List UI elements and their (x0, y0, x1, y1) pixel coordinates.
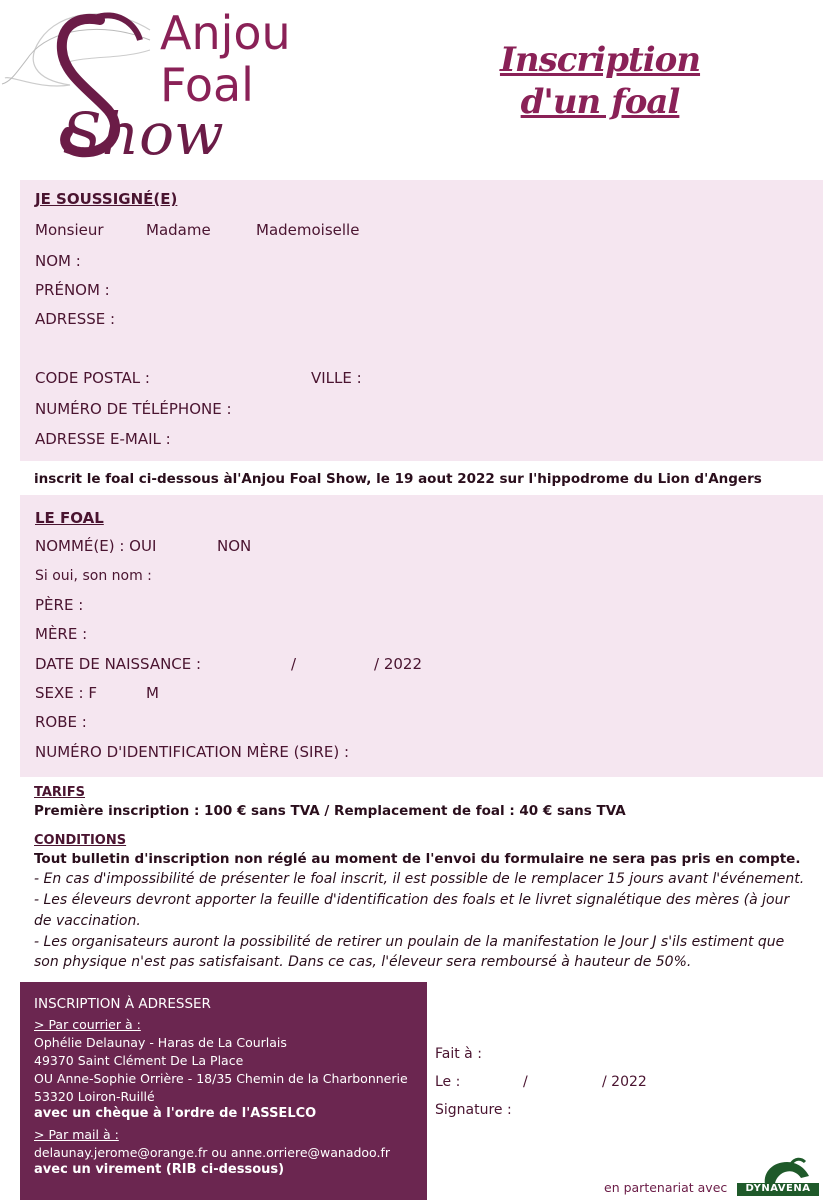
fait-a-label: Fait à : (435, 1046, 482, 1062)
tarifs-line: Première inscription : 100 € sans TVA / Remplacement de foal : 40 € sans TVA (34, 803, 626, 819)
address-line: 53320 Loiron-Ruillé (34, 1089, 155, 1104)
email-addresses[interactable]: delaunay.jerome@orange.fr ou anne.orriere@wanadoo.fr (34, 1145, 390, 1160)
prenom-label: PRÉNOM : (35, 281, 110, 299)
logo-anjou: Anjou (160, 6, 291, 60)
section-soussigne (20, 180, 823, 461)
form-title (490, 40, 710, 122)
sire-label: NUMÉRO D'IDENTIFICATION MÈRE (SIRE) : (35, 743, 350, 761)
robe-label: ROBE : (35, 713, 87, 731)
adresse-label: ADRESSE : (35, 310, 116, 328)
address-line: OU Anne-Sophie Orrière - 18/35 Chemin de la Charbonnerie (34, 1071, 408, 1086)
condition-line: - En cas d'impossibilité de présenter le foal inscrit, il est possible de le remplacer 15 jours avant l'événement. (34, 871, 805, 887)
inscrit-statement: inscrit le foal ci-dessous àl'Anjou Foal Show, le 19 aout 2022 sur l'hippodrome du Lion d'Angers (34, 471, 762, 487)
nomme-non[interactable]: NON (217, 537, 252, 555)
conditions-title: CONDITIONS (34, 833, 127, 848)
nomme-oui[interactable]: NOMMÉ(E) : OUI (35, 537, 157, 555)
courrier-label: > Par courrier à : (34, 1017, 141, 1032)
logo-show: Show (62, 100, 224, 168)
code-postal-label: CODE POSTAL : (35, 369, 150, 387)
telephone-label: NUMÉRO DE TÉLÉPHONE : (35, 400, 232, 418)
partner-text: en partenariat avec (604, 1180, 728, 1195)
date-year: / 2022 (374, 655, 422, 673)
sexe-f[interactable]: SEXE : F (35, 684, 97, 702)
si-oui-label: Si oui, son nom : (35, 568, 152, 584)
condition-line: - Les organisateurs auront la possibilité de retirer un poulain de la manifestation le Jour J s'ils estiment que (34, 934, 785, 950)
dynavena-logo (735, 1156, 821, 1198)
nom-label: NOM : (35, 252, 81, 270)
condition-line: - Les éleveurs devront apporter la feuille d'identification des foals et le livret signalétique des mères (à jour (34, 892, 790, 908)
logo (0, 0, 310, 170)
address-line: 49370 Saint Clément De La Place (34, 1053, 244, 1068)
form-title-line1: Inscription (499, 40, 701, 80)
sig-date-year: / 2022 (602, 1074, 647, 1090)
ville-label: VILLE : (311, 369, 362, 387)
sexe-m[interactable]: M (146, 684, 159, 702)
le-label: Le : (435, 1074, 461, 1090)
conditions-bold: Tout bulletin d'inscription non réglé au moment de l'envoi du formulaire ne sera pas pris en compte. (34, 851, 801, 867)
mere-label: MÈRE : (35, 625, 88, 643)
cheque-note: avec un chèque à l'ordre de l'ASSELCO (34, 1106, 317, 1121)
date-slash-1: / (291, 655, 297, 673)
adresser-title: INSCRIPTION À ADRESSER (34, 996, 211, 1012)
tarifs-title: TARIFS (34, 785, 86, 800)
pere-label: PÈRE : (35, 596, 84, 614)
section-foal (20, 495, 823, 777)
dynavena-brand: DYNAVENA (745, 1183, 811, 1194)
civilite-monsieur[interactable]: Monsieur (35, 221, 104, 239)
email-label: ADRESSE E-MAIL : (35, 430, 171, 448)
date-naissance-label: DATE DE NAISSANCE : (35, 655, 202, 673)
inscription-adresser-box (20, 982, 427, 1200)
condition-line: de vaccination. (34, 913, 141, 929)
section-foal-title: LE FOAL (35, 509, 104, 527)
section-soussigne-title: JE SOUSSIGNÉ(E) (35, 190, 178, 208)
logo-foal: Foal (160, 58, 254, 112)
mail-label: > Par mail à : (34, 1127, 119, 1142)
condition-line: son physique n'est pas satisfaisant. Dans ce cas, l'éleveur sera remboursé à hauteur de 50%. (34, 954, 692, 970)
sig-date-slash: / (523, 1074, 528, 1090)
address-line: Ophélie Delaunay - Haras de La Courlais (34, 1035, 287, 1050)
civilite-madame[interactable]: Madame (146, 221, 211, 239)
signature-label: Signature : (435, 1102, 512, 1118)
civilite-mademoiselle[interactable]: Mademoiselle (256, 221, 360, 239)
virement-note: avec un virement (RIB ci-dessous) (34, 1162, 285, 1177)
form-title-line2: d'un foal (520, 82, 680, 122)
